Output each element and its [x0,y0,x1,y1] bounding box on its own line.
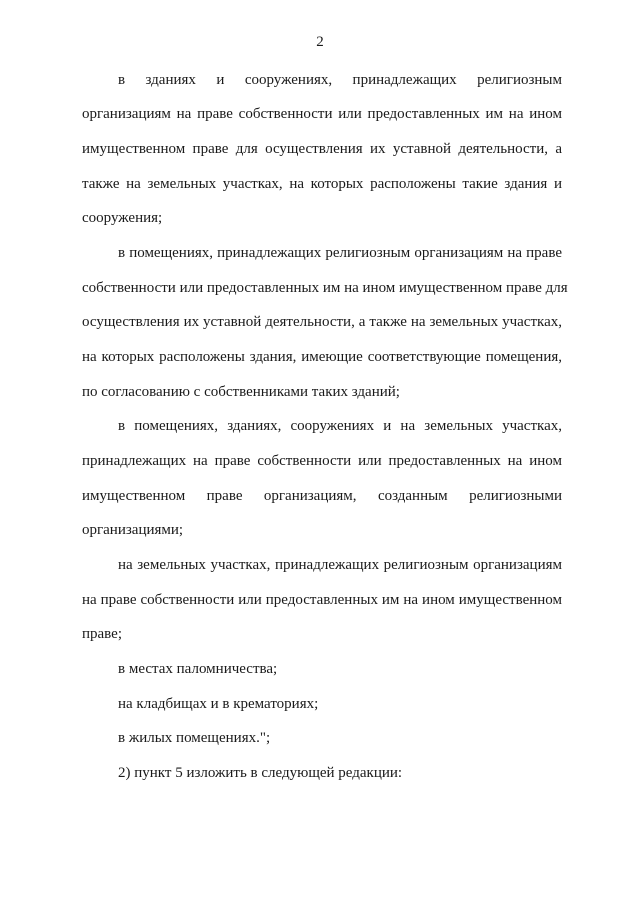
paragraph-1-line-2: организациям на праве собственности или предоставленных им на ином [82,106,562,122]
paragraph-3-line-3: имущественном праве организациям, созданным религиозными [82,488,562,504]
paragraph-8-line-1: 2) пункт 5 изложить в следующей редакции: [118,765,403,781]
paragraph-2-line-5: по согласованию с собственниками таких зданий; [82,384,400,400]
paragraph-1-line-3: имущественном праве для осуществления их уставной деятельности, а [82,141,562,157]
paragraph-2-line-1: в помещениях, принадлежащих религиозным организациям на праве [118,245,562,261]
paragraph-4-line-2: на праве собственности или предоставленных им на ином имущественном [82,592,562,608]
paragraph-4-line-1: на земельных участках, принадлежащих религиозным организациям [118,557,562,573]
paragraph-1-line-1: в зданиях и сооружениях, принадлежащих религиозным [118,72,562,88]
paragraph-6-line-1: на кладбищах и в крематориях; [118,696,319,712]
paragraph-5-line-1: в местах паломничества; [118,661,278,677]
page-number: 2 [316,34,324,50]
paragraph-1-line-5: сооружения; [82,210,163,226]
paragraph-7-line-1: в жилых помещениях."; [118,730,271,746]
paragraph-3-line-1: в помещениях, зданиях, сооружениях и на земельных участках, [118,418,562,434]
paragraph-2-line-3: осуществления их уставной деятельности, а также на земельных участках, [82,314,562,330]
paragraph-4-line-3: праве; [82,626,123,642]
paragraph-1-line-4: также на земельных участках, на которых расположены такие здания и [82,176,562,192]
paragraph-3-line-2: принадлежащих на праве собственности или предоставленных на ином [82,453,562,469]
paragraph-2-line-2: собственности или предоставленных им на ином имущественном праве для [82,280,568,296]
paragraph-3-line-4: организациями; [82,522,184,538]
paragraph-2-line-4: на которых расположены здания, имеющие соответствующие помещения, [82,349,562,365]
